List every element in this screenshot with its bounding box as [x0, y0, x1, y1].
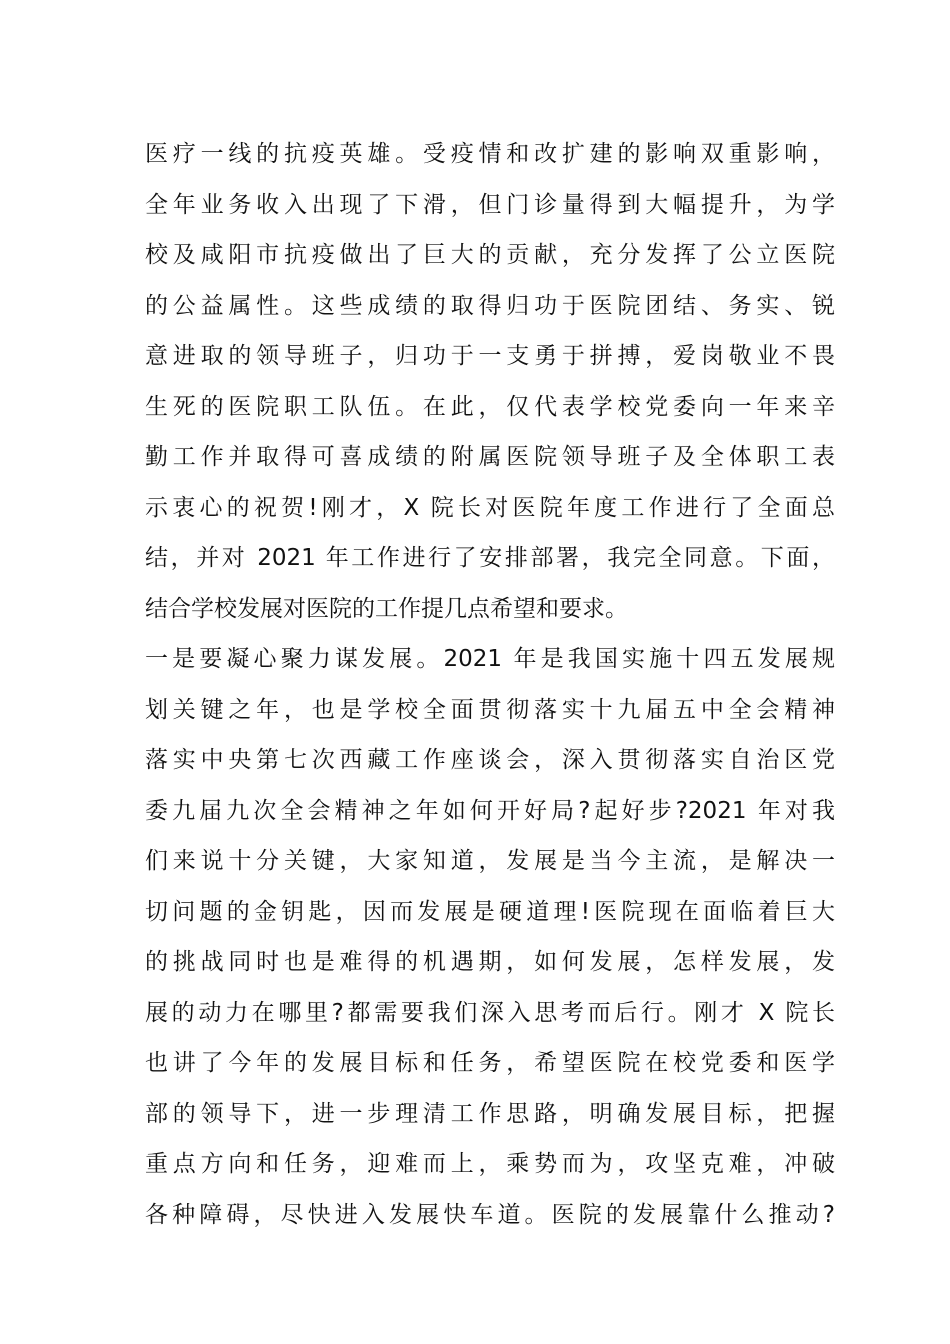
text-line: 全年业务收入出现了下滑，但门诊量得到大幅提升，为学 — [145, 191, 835, 218]
text-line: 的公益属性。这些成绩的取得归功于医院团结、务实、锐 — [145, 292, 835, 319]
text-line: 部的领导下，进一步理清工作思路，明确发展目标，把握 — [145, 1100, 835, 1127]
text-line: 们来说十分关键，大家知道，发展是当今主流，是解决一 — [145, 848, 835, 874]
paragraph-end-line: 结合学校发展对医院的工作提几点希望和要求。 — [145, 595, 628, 622]
text-line: 划关键之年，也是学校全面贯彻落实十九届五中全会精神 — [145, 696, 835, 723]
text-line: 一是要凝心聚力谋发展。2021 年是我国实施十四五发展规 — [145, 646, 835, 672]
text-line: 展的动力在哪里?都需要我们深入思考而后行。刚才 X 院长 — [145, 999, 835, 1026]
text-line: 切问题的金钥匙，因而发展是硬道理!医院现在面临着巨大 — [145, 898, 835, 925]
text-line: 各种障碍，尽快进入发展快车道。医院的发展靠什么推动? — [145, 1201, 835, 1228]
text-line: 意进取的领导班子，归功于一支勇于拼搏，爱岗敬业不畏 — [145, 343, 835, 369]
text-line: 也讲了今年的发展目标和任务，希望医院在校党委和医学 — [145, 1050, 835, 1076]
text-line: 校及咸阳市抗疫做出了巨大的贡献，充分发挥了公立医院 — [145, 242, 835, 268]
text-line: 医疗一线的抗疫英雄。受疫情和改扩建的影响双重影响， — [145, 141, 835, 167]
text-line: 委九届九次全会精神之年如何开好局?起好步?2021 年对我 — [145, 797, 835, 824]
body-text — [145, 129, 835, 1240]
text-line: 重点方向和任务，迎难而上，乘势而为，攻坚克难，冲破 — [145, 1151, 835, 1177]
text-line: 生死的医院职工队伍。在此，仅代表学校党委向一年来辛 — [145, 393, 835, 420]
text-line: 落实中央第七次西藏工作座谈会，深入贯彻落实自治区党 — [145, 747, 835, 773]
text-line: 勤工作并取得可喜成绩的附属医院领导班子及全体职工表 — [145, 444, 835, 470]
text-line: 示衷心的祝贺!刚才，X 院长对医院年度工作进行了全面总 — [145, 494, 835, 521]
text-line: 结，并对 2021 年工作进行了安排部署，我完全同意。下面， — [145, 545, 835, 571]
text-line: 的挑战同时也是难得的机遇期，如何发展，怎样发展，发 — [145, 949, 835, 975]
